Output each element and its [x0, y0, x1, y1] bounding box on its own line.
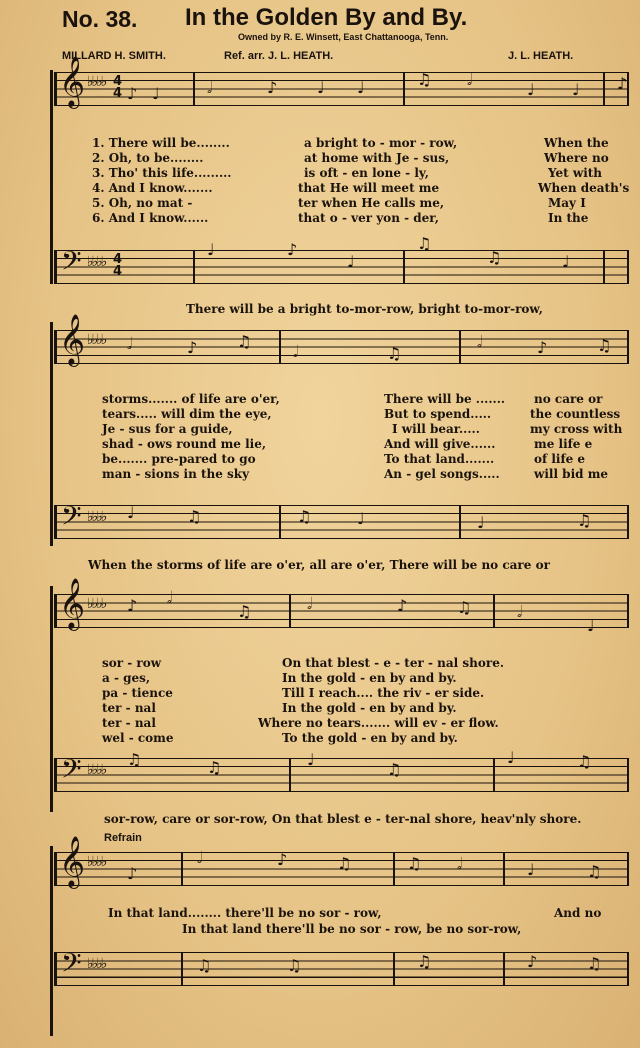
lyric-verse-3a: pa - tience [102, 686, 173, 700]
lyric-verse-4b: In the gold - en by and by. [282, 701, 457, 715]
bass-lyric-line-1: There will be a bright to-mor-row, bright to-mor-row, [186, 302, 543, 316]
treble-clef-icon: 𝄞 [59, 578, 86, 629]
note-icon: ♫ [297, 507, 312, 526]
lyric-verse-1a: storms....... of life are o'er, [102, 392, 280, 406]
barline [181, 852, 183, 886]
lyric-verse-3a: 3. Tho' this life......... [92, 166, 232, 180]
barline [279, 505, 281, 539]
note-icon: ♩ [477, 513, 485, 532]
lyric-verse-5a: ter - nal [102, 716, 156, 730]
hymn-number: No. 38. [62, 6, 138, 32]
time-signature: 4 4 [113, 252, 123, 279]
lyric-verse-5b: ter when He calls me, [298, 196, 445, 210]
key-signature-flats: ♭♭♭♭ [87, 332, 106, 348]
note-icon: ♫ [197, 956, 212, 975]
lyric-verse-2b: at home with Je - sus, [304, 151, 450, 165]
bass-clef-icon: 𝄢 [61, 500, 82, 538]
note-icon: 𝅗𝅥 [167, 588, 173, 607]
lyric-verse-5c: May I [548, 196, 586, 210]
system-brace [50, 322, 53, 546]
key-signature-flats: ♭♭♭♭ [87, 74, 106, 90]
lyric-verse-2a: 2. Oh, to be........ [92, 151, 204, 165]
note-icon: ♫ [207, 758, 222, 777]
barline [503, 952, 505, 986]
note-icon: ♪ [277, 850, 288, 869]
note-icon: ♫ [287, 956, 302, 975]
note-icon: ♫ [237, 332, 252, 351]
note-icon: 𝅗𝅥 [457, 854, 463, 873]
note-icon: ♫ [597, 336, 612, 355]
note-icon: ♫ [187, 507, 202, 526]
note-icon: ♫ [577, 752, 592, 771]
barline [603, 72, 605, 106]
lyric-verse-1a: 1. There will be........ [92, 136, 230, 150]
lyric-verse-6b: that o - ver yon - der, [298, 211, 439, 225]
lyric-verse-2c: Where no [544, 151, 609, 165]
lyric-verse-4b: that He will meet me [298, 181, 440, 195]
treble-clef-icon: 𝄞 [59, 314, 86, 365]
key-signature-flats: ♭♭♭♭ [87, 509, 106, 525]
note-icon: 𝅗𝅥 [127, 334, 133, 353]
barline [459, 330, 461, 364]
barline [403, 250, 405, 284]
note-icon: ♩ [527, 80, 535, 99]
bass-clef-icon: 𝄢 [61, 947, 82, 985]
note-icon: 𝅗𝅥 [207, 78, 213, 97]
refrain-lyric-1a: In that land........ there'll be no sor - row, [108, 906, 382, 920]
lyric-verse-4a: 4. And I know....... [92, 181, 213, 195]
note-icon: ♫ [417, 70, 432, 89]
note-icon: ♪ [187, 338, 198, 357]
lyric-verse-6a: man - sions in the sky [102, 467, 250, 481]
system-brace [50, 70, 53, 284]
lyric-verse-5b: To that land....... [384, 452, 495, 466]
barline [289, 758, 291, 792]
lyric-verse-6b: To the gold - en by and by. [282, 731, 458, 745]
lyric-verse-4c: me life e [534, 437, 593, 451]
treble-clef-icon: 𝄞 [59, 56, 86, 107]
barline [503, 852, 505, 886]
lyric-verse-4c: When death's [538, 181, 630, 195]
lyric-verse-2b: But to spend..... [384, 407, 492, 421]
note-icon: 𝅗𝅥 [517, 602, 523, 621]
lyric-verse-3b: I will bear..... [392, 422, 480, 436]
bass-staff [54, 234, 629, 284]
note-icon: ♪ [287, 240, 298, 259]
note-icon: ♩ [152, 84, 160, 103]
lyric-verse-4b: And will give...... [384, 437, 496, 451]
note-icon: 𝅗𝅥 [477, 332, 483, 351]
lyric-verse-1b: a bright to - mor - row, [304, 136, 458, 150]
note-icon: ♪ [267, 78, 278, 97]
lyric-verse-6a: wel - come [102, 731, 174, 745]
refrain-lyric-1b: And no [554, 906, 602, 920]
lyric-verse-5a: 5. Oh, no mat - [92, 196, 193, 210]
key-signature-flats: ♭♭♭♭ [87, 254, 106, 270]
arranger-credit: Ref. arr. J. L. HEATH. [224, 50, 334, 62]
lyric-verse-2a: a - ges, [102, 671, 151, 685]
treble-staff [54, 314, 629, 365]
lyric-verse-2b: In the gold - en by and by. [282, 671, 457, 685]
lyric-verse-6c: will bid me [534, 467, 609, 481]
refrain-lyric-2: In that land there'll be no sor - row, be no sor-row, [182, 922, 522, 936]
barline [289, 594, 291, 628]
note-icon: ♫ [387, 344, 402, 363]
note-icon: 𝅗𝅥 [467, 70, 473, 89]
barline [193, 72, 195, 106]
lyric-verse-3c: my cross with [530, 422, 623, 436]
key-signature-flats: ♭♭♭♭ [87, 956, 106, 972]
lyric-verse-4a: ter - nal [102, 701, 156, 715]
note-icon: ♪ [397, 596, 408, 615]
note-icon: ♪ [617, 74, 628, 93]
note-icon: ♩ [572, 80, 580, 99]
system-brace [50, 846, 53, 1036]
barline [393, 852, 395, 886]
barline [181, 952, 183, 986]
lyric-verse-1a: sor - row [102, 656, 162, 670]
note-icon: 𝅗𝅥 [307, 594, 313, 613]
composer-credit: J. L. HEATH. [508, 50, 574, 62]
note-icon: ♪ [527, 952, 538, 971]
barline [459, 505, 461, 539]
key-signature-flats: ♭♭♭♭ [87, 762, 106, 778]
barline [603, 250, 605, 284]
lyric-verse-6c: In the [548, 211, 589, 225]
note-icon: ♩ [357, 78, 365, 97]
barline [493, 594, 495, 628]
lyric-verse-6b: An - gel songs..... [384, 467, 500, 481]
note-icon: ♫ [587, 954, 602, 973]
lyric-verse-5c: of life e [534, 452, 586, 466]
lyric-verse-1c: When the [544, 136, 609, 150]
bass-staff [54, 748, 629, 792]
lyric-verse-5b: Where no tears....... will ev - er flow. [258, 716, 499, 730]
note-icon: ♫ [237, 602, 252, 621]
lyric-verse-1b: There will be ....... [384, 392, 506, 406]
note-icon: ♫ [487, 248, 502, 267]
note-icon: ♩ [527, 860, 535, 879]
note-icon: ♫ [577, 511, 592, 530]
note-icon: ♪ [127, 596, 138, 615]
note-icon: ♪ [127, 864, 138, 883]
note-icon: ♫ [417, 234, 432, 253]
bass-lyric-line-2: When the storms of life are o'er, all are o'er, There will be no care or [88, 558, 550, 572]
lyric-verse-1b: On that blest - e - ter - nal shore. [282, 656, 504, 670]
note-icon: ♩ [307, 750, 315, 769]
note-icon: ♫ [407, 854, 422, 873]
lyric-verse-3b: is oft - en lone - ly, [304, 166, 429, 180]
note-icon: 𝅗𝅥 [293, 342, 299, 361]
key-signature-flats: ♭♭♭♭ [87, 596, 106, 612]
note-icon: ♩ [317, 78, 325, 97]
note-icon: 𝅗𝅥 [197, 848, 203, 867]
note-icon: ♪ [537, 338, 548, 357]
lyricist-credit: MILLARD H. SMITH. [62, 50, 166, 62]
bass-lyric-line-3: sor-row, care or sor-row, On that blest e - ter-nal shore, heav'nly shore. [104, 812, 582, 826]
time-signature: 4 4 [113, 74, 123, 101]
lyric-verse-5a: be....... pre-pared to go [102, 452, 256, 466]
treble-staff [54, 578, 629, 635]
bass-clef-icon: 𝄢 [61, 753, 82, 791]
lyric-verse-4a: shad - ows round me lie, [102, 437, 267, 451]
lyric-verse-2c: the countless [530, 407, 621, 421]
barline [193, 250, 195, 284]
barline [393, 952, 395, 986]
note-icon: ♩ [347, 252, 355, 271]
lyric-verse-2a: tears..... will dim the eye, [102, 407, 272, 421]
note-icon: ♩ [507, 748, 515, 767]
note-icon: ♩ [127, 503, 135, 522]
treble-clef-icon: 𝄞 [59, 836, 86, 887]
note-icon: ♩ [562, 252, 570, 271]
barline [403, 72, 405, 106]
lyric-verse-3c: Yet with [548, 166, 603, 180]
note-icon: ♩ [587, 616, 595, 635]
refrain-label: Refrain [104, 832, 142, 844]
lyric-verse-3b: Till I reach.... the riv - er side. [282, 686, 485, 700]
hymn-title: In the Golden By and By. [185, 4, 468, 31]
lyric-verse-6a: 6. And I know...... [92, 211, 209, 225]
note-icon: ♫ [337, 854, 352, 873]
bass-staff [54, 500, 629, 539]
note-icon: ♫ [387, 760, 402, 779]
ownership-note: Owned by R. E. Winsett, East Chattanooga, Tenn. [238, 32, 449, 42]
note-icon: ♫ [587, 862, 602, 881]
lyric-verse-1c: no care or [534, 392, 603, 406]
note-icon: ♫ [457, 598, 472, 617]
note-icon: ♫ [127, 750, 142, 769]
note-icon: ♪ [127, 84, 138, 103]
barline [493, 758, 495, 792]
note-icon: ♩ [357, 509, 365, 528]
system-brace [50, 586, 53, 812]
barline [279, 330, 281, 364]
bass-staff [54, 947, 629, 986]
lyric-verse-3a: Je - sus for a guide, [102, 422, 233, 436]
key-signature-flats: ♭♭♭♭ [87, 854, 106, 870]
note-icon: ♫ [417, 952, 432, 971]
note-icon: ♩ [207, 240, 215, 259]
bass-clef-icon: 𝄢 [61, 245, 82, 283]
